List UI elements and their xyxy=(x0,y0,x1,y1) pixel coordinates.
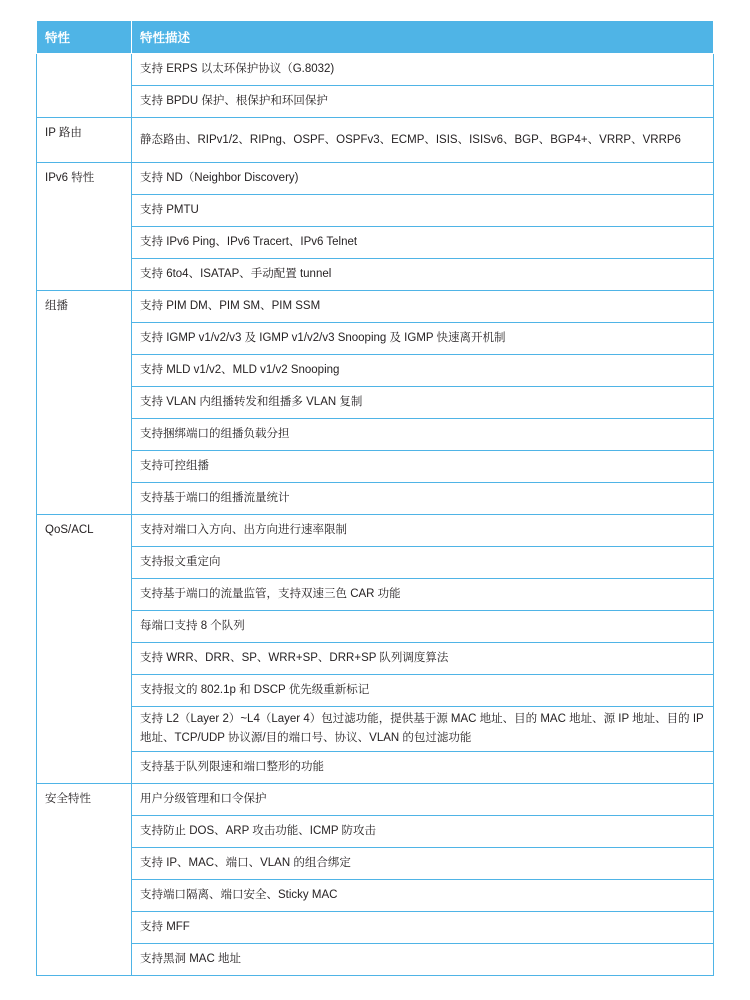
table-row xyxy=(37,195,714,227)
table-row xyxy=(37,483,714,515)
feature-category-cell: IPv6 特性 xyxy=(37,163,132,291)
table-row xyxy=(37,259,714,291)
feature-description-cell: 静态路由、RIPv1/2、RIPng、OSPF、OSPFv3、ECMP、ISIS、ISISv6、BGP、BGP4+、VRRP、VRRP6 xyxy=(132,118,714,163)
feature-description-cell: 支持基于队列限速和端口整形的功能 xyxy=(132,752,714,784)
table-body xyxy=(37,54,714,976)
table-header xyxy=(37,21,714,54)
feature-description-cell: 支持防止 DOS、ARP 攻击功能、ICMP 防攻击 xyxy=(132,816,714,848)
feature-description-cell: 支持 ERPS 以太环保护协议（G.8032) xyxy=(132,54,714,86)
table-row xyxy=(37,227,714,259)
feature-description-cell: 支持 PIM DM、PIM SM、PIM SSM xyxy=(132,291,714,323)
feature-description-cell: 支持端口隔离、端口安全、Sticky MAC xyxy=(132,880,714,912)
feature-description-cell: 每端口支持 8 个队列 xyxy=(132,611,714,643)
table-row xyxy=(37,848,714,880)
table-row xyxy=(37,912,714,944)
table-row xyxy=(37,752,714,784)
feature-description-cell: 支持 MLD v1/v2、MLD v1/v2 Snooping xyxy=(132,355,714,387)
table-row xyxy=(37,86,714,118)
feature-description-cell: 支持 MFF xyxy=(132,912,714,944)
feature-description-cell: 支持 WRR、DRR、SP、WRR+SP、DRR+SP 队列调度算法 xyxy=(132,643,714,675)
feature-description-cell: 支持报文重定向 xyxy=(132,547,714,579)
feature-description-cell: 支持基于端口的组播流量统计 xyxy=(132,483,714,515)
table-row xyxy=(37,163,714,195)
table-row xyxy=(37,944,714,976)
table-row xyxy=(37,419,714,451)
header-row xyxy=(37,21,714,54)
feature-description-cell: 支持 ND（Neighbor Discovery) xyxy=(132,163,714,195)
table-row xyxy=(37,579,714,611)
table-row xyxy=(37,451,714,483)
table-row xyxy=(37,643,714,675)
feature-category-cell: 安全特性 xyxy=(37,784,132,976)
feature-description-cell: 支持 VLAN 内组播转发和组播多 VLAN 复制 xyxy=(132,387,714,419)
table-row xyxy=(37,355,714,387)
feature-description-cell: 支持黑洞 MAC 地址 xyxy=(132,944,714,976)
table-row xyxy=(37,387,714,419)
feature-description-cell: 支持 IP、MAC、端口、VLAN 的组合绑定 xyxy=(132,848,714,880)
feature-spec-table xyxy=(36,20,714,976)
table-row xyxy=(37,323,714,355)
feature-category-cell: QoS/ACL xyxy=(37,515,132,784)
feature-description-cell: 支持对端口入方向、出方向进行速率限制 xyxy=(132,515,714,547)
feature-description-cell: 支持可控组播 xyxy=(132,451,714,483)
feature-category-cell: 组播 xyxy=(37,291,132,515)
feature-description-cell: 支持 6to4、ISATAP、手动配置 tunnel xyxy=(132,259,714,291)
feature-category-cell: IP 路由 xyxy=(37,118,132,163)
feature-description-cell: 支持捆绑端口的组播负载分担 xyxy=(132,419,714,451)
feature-description-cell: 用户分级管理和口令保护 xyxy=(132,784,714,816)
table-row xyxy=(37,515,714,547)
table-row xyxy=(37,784,714,816)
feature-category-cell xyxy=(37,54,132,118)
feature-description-cell: 支持 L2（Layer 2）~L4（Layer 4）包过滤功能，提供基于源 MAC 地址、目的 MAC 地址、源 IP 地址、目的 IP 地址、TCP/UDP 协议源/目的端口号、协议、VLAN 的包过滤功能 xyxy=(132,707,714,752)
feature-description-cell: 支持 PMTU xyxy=(132,195,714,227)
feature-description-cell: 支持报文的 802.1p 和 DSCP 优先级重新标记 xyxy=(132,675,714,707)
feature-description-cell: 支持 BPDU 保护、根保护和环回保护 xyxy=(132,86,714,118)
table-row xyxy=(37,54,714,86)
feature-description-cell: 支持基于端口的流量监管，支持双速三色 CAR 功能 xyxy=(132,579,714,611)
feature-description-cell: 支持 IPv6 Ping、IPv6 Tracert、IPv6 Telnet xyxy=(132,227,714,259)
header-description: 特性描述 xyxy=(132,21,714,54)
table-row xyxy=(37,880,714,912)
header-feature: 特性 xyxy=(37,21,132,54)
table-row xyxy=(37,675,714,707)
table-row xyxy=(37,118,714,163)
table-row xyxy=(37,816,714,848)
table-row xyxy=(37,707,714,752)
table-row xyxy=(37,547,714,579)
feature-description-cell: 支持 IGMP v1/v2/v3 及 IGMP v1/v2/v3 Snooping 及 IGMP 快速离开机制 xyxy=(132,323,714,355)
table-row xyxy=(37,291,714,323)
table-row xyxy=(37,611,714,643)
